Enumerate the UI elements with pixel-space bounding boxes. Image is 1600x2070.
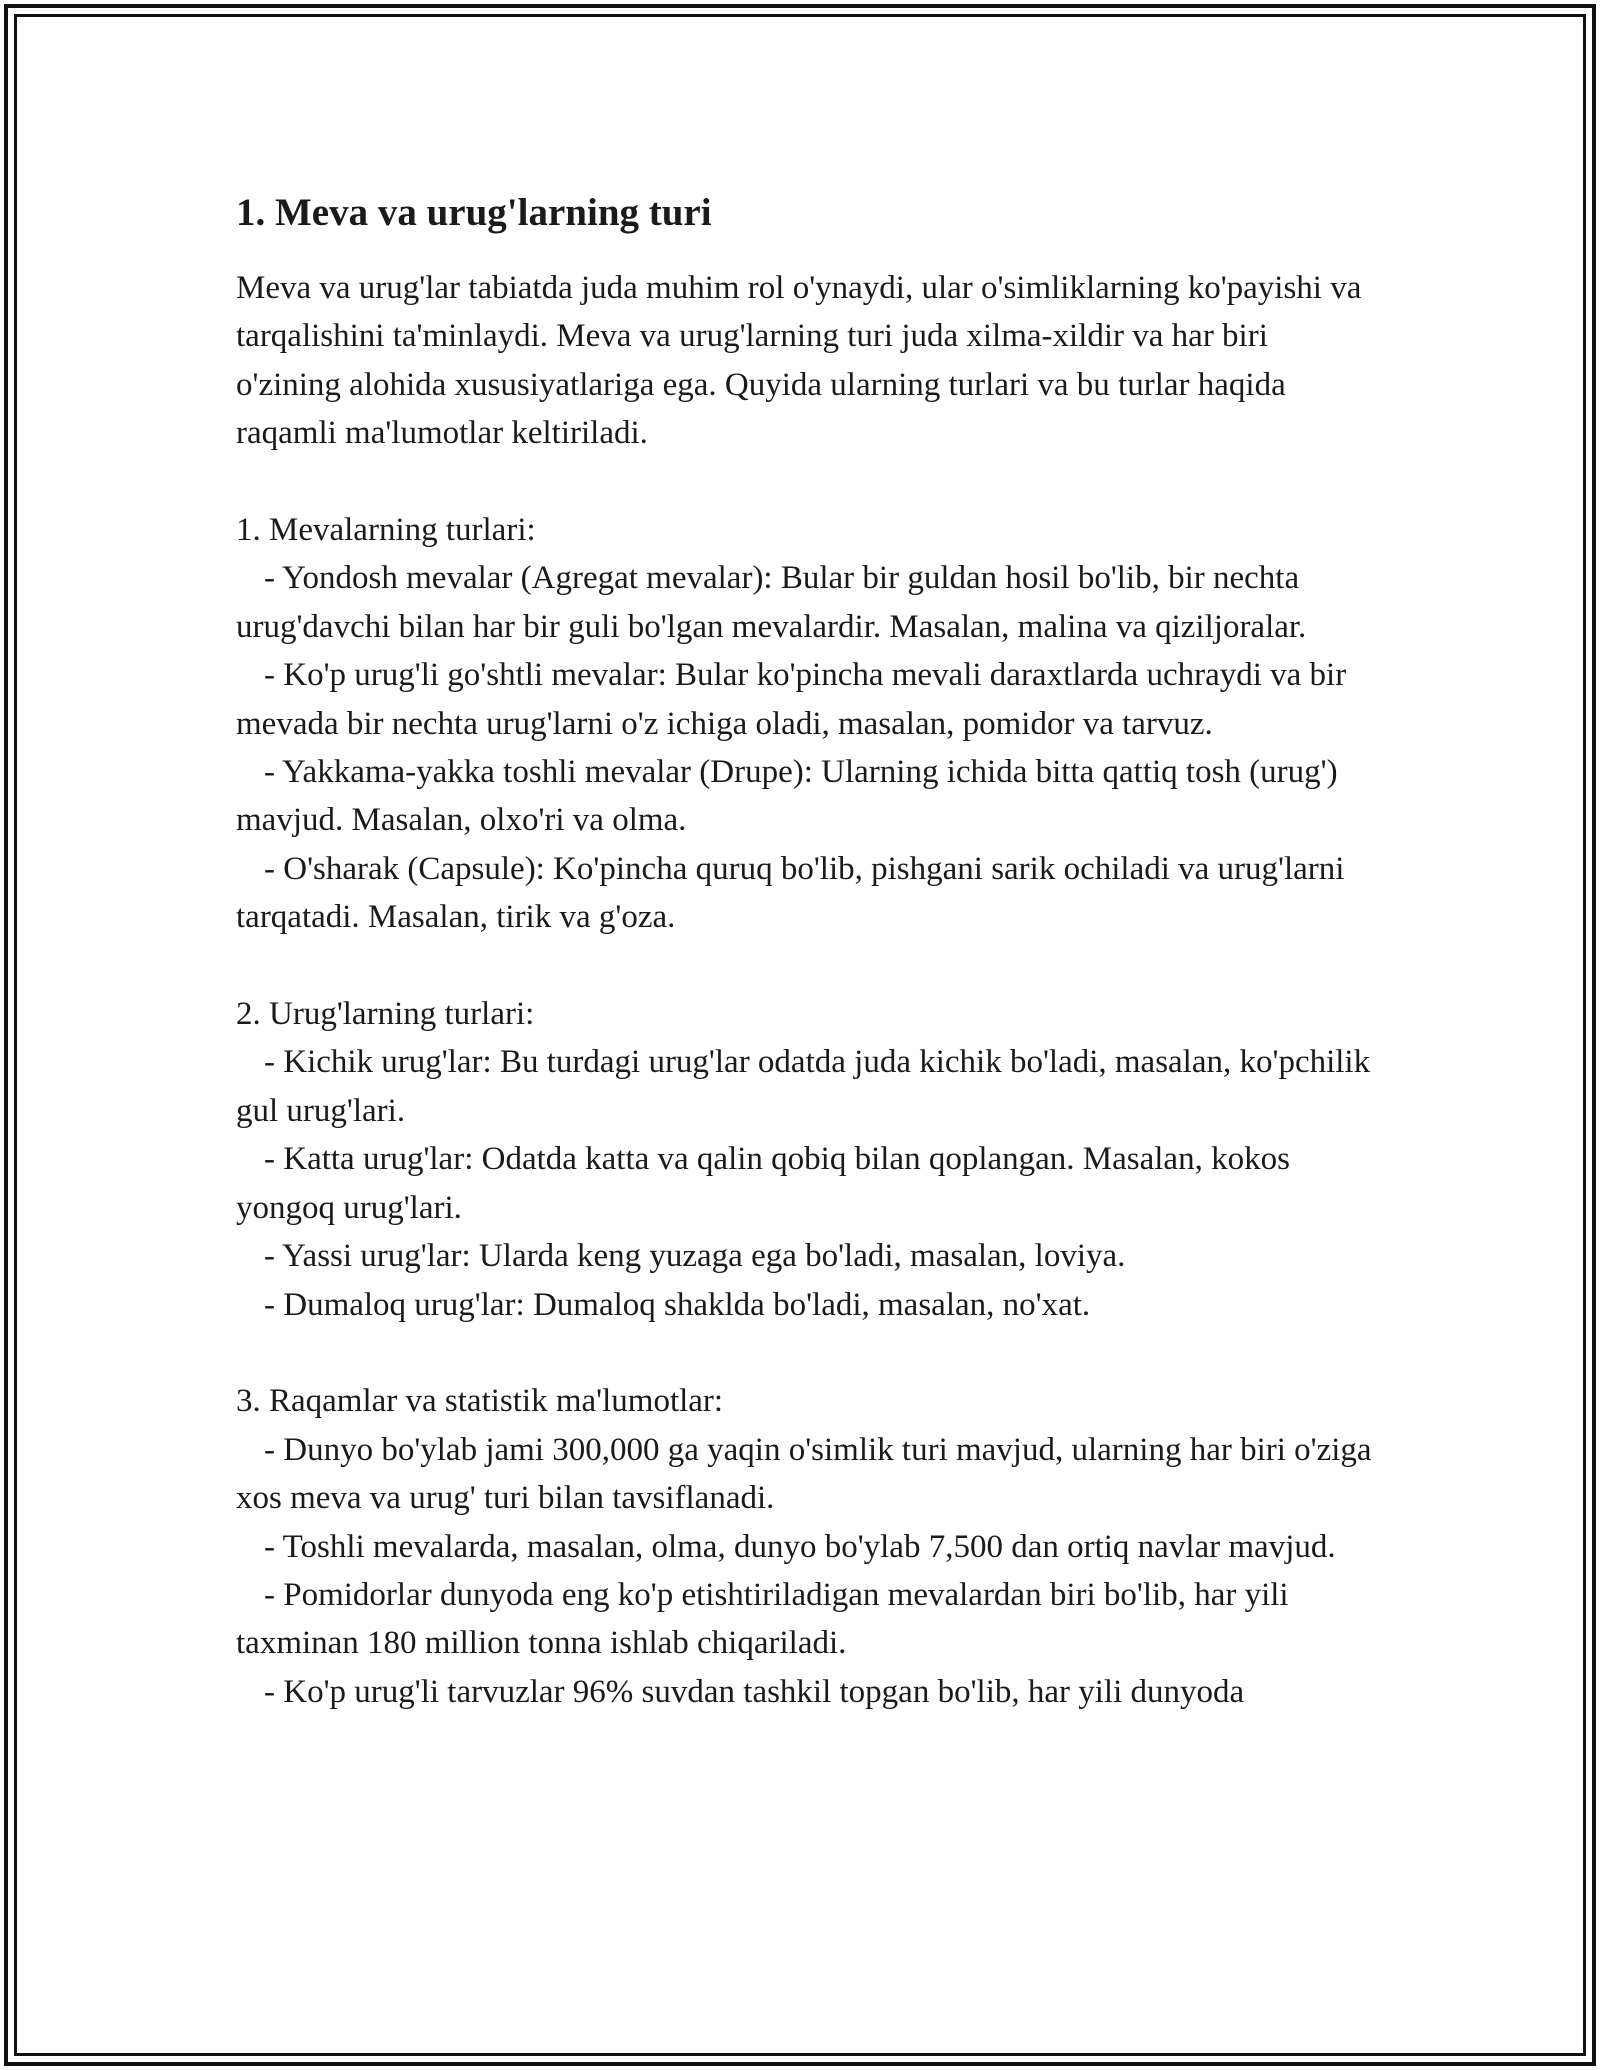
section-heading: 1. Mevalarning turlari:	[236, 512, 536, 549]
list-item: - O'sharak (Capsule): Ko'pincha quruq bo'lib, pishgani sarik ochiladi va urug'larni tarqatadi. Masalan, tirik va g'oza.	[236, 850, 1345, 936]
list-item: - Yondosh mevalar (Agregat mevalar): Bular bir guldan hosil bo'lib, bir nechta urug'davchi bilan har bir guli bo'lgan mevalardir. Masalan, malina va qiziljoralar.	[236, 560, 1307, 645]
list-item: - Dunyo bo'ylab jami 300,000 ga yaqin o'simlik turi mavjud, ularning har biri o'ziga xos meva va urug' turi bilan tavsiflanadi.	[236, 1431, 1372, 1517]
list-item: - Katta urug'lar: Odatda katta va qalin qobiq bilan qoplangan. Masalan, kokos yongoq urug'lari.	[236, 1141, 1290, 1226]
spacer	[236, 942, 1376, 990]
list-item: - Ko'p urug'li tarvuzlar 96% suvdan tashkil topgan bo'lib, har yili dunyoda	[264, 1673, 1245, 1710]
list-item: - Yassi urug'lar: Ularda keng yuzaga ega bo'ladi, masalan, loviya.	[264, 1238, 1126, 1275]
list-item: - Yakkama-yakka toshli mevalar (Drupe): Ularning ichida bitta qattiq tosh (urug') mavjud. Masalan, olxo'ri va olma.	[236, 754, 1338, 839]
spacer	[236, 458, 1376, 506]
section-fruit-types	[236, 506, 1376, 942]
section-heading: 3. Raqamlar va statistik ma'lumotlar:	[236, 1383, 724, 1420]
list-item: - Toshli mevalarda, masalan, olma, dunyo bo'ylab 7,500 dan ortiq navlar mavjud.	[264, 1528, 1336, 1565]
list-item: - Kichik urug'lar: Bu turdagi urug'lar odatda juda kichik bo'ladi, masalan, ko'pchilik gul urug'lari.	[236, 1044, 1371, 1129]
section-statistics	[236, 1377, 1376, 1716]
list-item: - Ko'p urug'li go'shtli mevalar: Bular ko'pincha mevali daraxtlarda uchraydi va bir mevada bir nechta urug'larni o'z ichiga oladi, masalan, pomidor va tarvuz.	[236, 657, 1347, 742]
section-heading: 2. Urug'larning turlari:	[236, 996, 535, 1033]
list-item: - Pomidorlar dunyoda eng ko'p etishtiriladigan mevalardan biri bo'lib, har yili taxminan 180 million tonna ishlab chiqariladi.	[236, 1576, 1289, 1662]
spacer	[236, 1329, 1376, 1377]
section-seed-types	[236, 990, 1376, 1329]
document-title: 1. Meva va urug'larning turi	[236, 191, 712, 234]
list-item: - Dumaloq urug'lar: Dumaloq shaklda bo'ladi, masalan, no'xat.	[264, 1286, 1091, 1323]
document-body	[236, 186, 1376, 1716]
intro-paragraph: Meva va urug'lar tabiatda juda muhim rol o'ynaydi, ular o'simliklarning ko'payishi va tarqalishini ta'minlaydi. Meva va urug'larning turi juda xilma-xildir va har biri o'zining alohida xususiyatlariga ega. Quyida ularning turlari va bu turlar haqida raqamli ma'lumotlar keltiriladi.	[236, 270, 1362, 452]
